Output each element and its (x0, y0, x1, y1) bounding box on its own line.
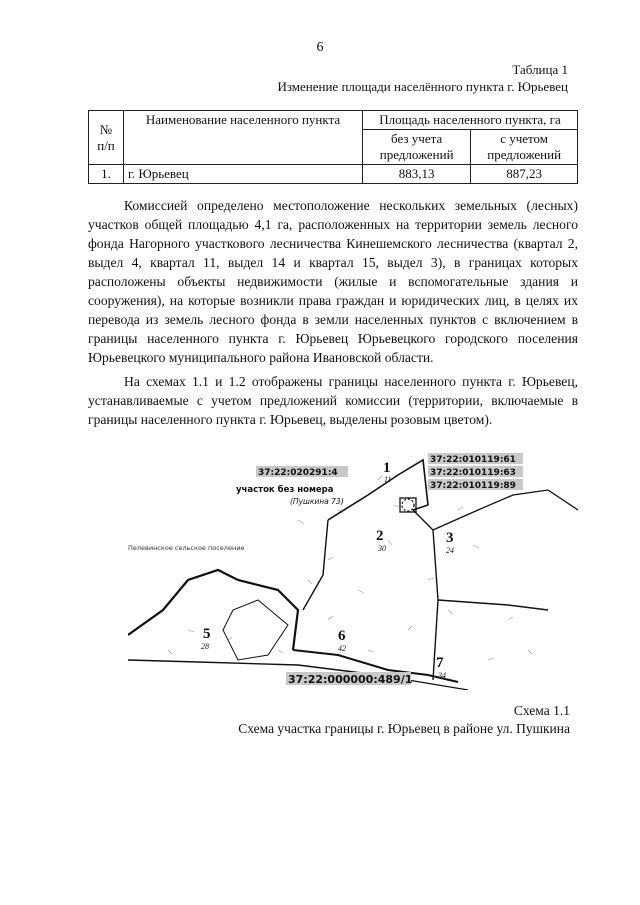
cadastral-label: 37:22:010119:61 (430, 455, 516, 465)
cadastral-label: 37:22:010119:63 (430, 468, 516, 478)
table-number: Таблица 1 (512, 62, 568, 77)
quarter-number: 3 (446, 530, 454, 546)
row-name: г. Юрьевец (124, 165, 363, 184)
row-with: 887,23 (471, 165, 578, 184)
quarter-number: 6 (338, 628, 346, 644)
scheme-number: Схема 1.1 (513, 703, 570, 718)
paragraph-schemes: На схемах 1.1 и 1.2 отображены границы населенного пункта г. Юрьевец, устанавливаемые с учетом предложений комиссии (территории, включаемые в границы населенного пункта г. Юрьевец, выделены розовым цветом). (88, 374, 578, 427)
row-num: 1. (89, 165, 124, 184)
header-area: Площадь населенного пункта, га (363, 111, 578, 130)
header-without: без учета предложений (363, 130, 471, 165)
header-with: с учетом предложений (471, 130, 578, 165)
address-note: (Пушкина 73) (290, 497, 344, 506)
forest-hatching (168, 476, 532, 660)
scheme-map (128, 450, 588, 690)
quarter-sub: 30 (378, 544, 386, 553)
paragraph-commission: Комиссией определено местоположение нескольких земельных (лесных) участков общей площадью 4,1 га, расположенных на территории земель лесного фонда Нагорного участкового лесничества Кинешемского лесничества (квартал 2, выдел 4, квартал 11, выдел 14 и квартал 15, выдел 3), в границах которых расположены объекты недвижимости (жилые и вспомогательные здания и сооружения), на которые возникли права граждан и юридических лиц, в целях их перевода из земель лесного фонда в земли населенных пунктов с включением в границы населенного пункта г. Юрьевец Юрьевецкого городского поселения Юрьевецкого муниципального района Ивановской области. (88, 198, 578, 365)
scheme-caption: Схема участка границы г. Юрьевец в районе ул. Пушкина (238, 721, 570, 736)
quarter-number: 1 (383, 460, 391, 476)
quarter-sub: 34 (438, 671, 446, 680)
quarter-sub: 42 (338, 644, 346, 653)
quarter-number: 5 (203, 626, 211, 642)
table-caption: Изменение площади населённого пункта г. Юрьевец (277, 79, 568, 94)
settlement-label: Пелевинское сельское поселение (128, 544, 245, 552)
map-notes (128, 484, 344, 552)
area-table (88, 110, 578, 184)
quarter-sub: 24 (446, 546, 454, 555)
quarter-number: 2 (376, 528, 384, 544)
quarter-sub: 11 (384, 475, 392, 484)
row-without: 883,13 (363, 165, 471, 184)
table-row (89, 165, 578, 184)
boundary-lines (128, 460, 578, 690)
header-name: Наименование населенного пункта (124, 111, 363, 165)
header-num: № п/п (89, 111, 124, 165)
quarter-number: 7 (436, 655, 444, 671)
page-number: 6 (316, 40, 324, 55)
quarter-sub: 28 (201, 642, 209, 651)
cadastral-label: 37:22:010119:89 (430, 481, 516, 491)
parcel-note: участок без номера (236, 485, 334, 495)
cadastral-label: 37:22:020291:4 (258, 468, 338, 478)
cadastral-label: 37:22:000000:489/1 (288, 673, 413, 686)
